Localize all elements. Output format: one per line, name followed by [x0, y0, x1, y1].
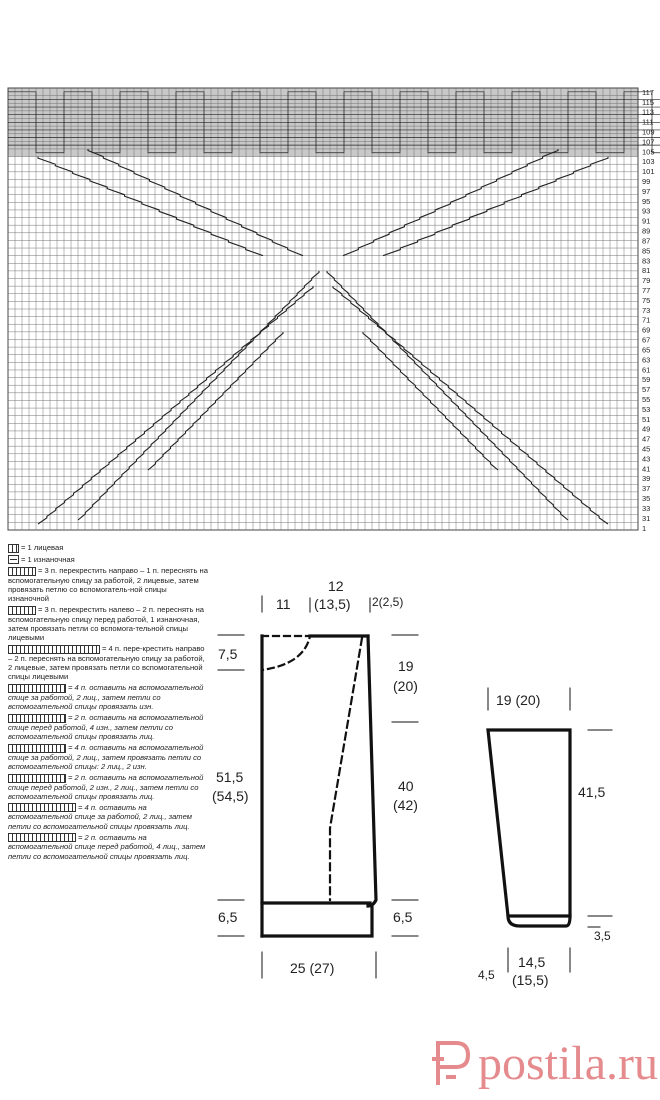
- dim-rib-left: 6,5: [218, 909, 238, 925]
- cable-diagonal-4: [327, 271, 568, 520]
- legend-text: = 2 п. оставить на вспомогательной спице перед работой, 4 лиц., затем петли со вспомогательной спицы провязать лиц.: [8, 832, 206, 861]
- row-label: 45: [642, 444, 651, 454]
- row-label: 83: [642, 256, 651, 266]
- knitting-chart: [0, 80, 660, 540]
- row-label: 71: [642, 315, 651, 325]
- postila-logo: [428, 1035, 658, 1091]
- body-bottom: [262, 906, 372, 936]
- legend-text: = 4 п. оставить на вспомогательной спице за работой, 2 лиц., затем петли со вспомогательной спицы провязать изн.: [8, 683, 204, 712]
- row-label: 117: [642, 87, 654, 97]
- legend-text: = 2 п. оставить на вспомогательной спице перед работой, 2 изн., 2 лиц., затем петли со вспомогательной спицы провязать лиц.: [8, 773, 204, 801]
- row-label: 93: [642, 206, 651, 216]
- cable-diagonal-9: [38, 157, 263, 256]
- legend-symbol-icon: [8, 544, 19, 553]
- row-label: 107: [642, 137, 655, 147]
- row-label: 1: [642, 523, 647, 533]
- postila-logo-icon: [428, 1035, 476, 1087]
- row-label: 99: [642, 177, 651, 187]
- cable-diagonal-6: [363, 332, 498, 470]
- row-label: 47: [642, 434, 651, 444]
- dim-side-b: (42): [393, 797, 418, 813]
- row-label: 113: [642, 107, 654, 117]
- dim-body-width: 25 (27): [290, 960, 335, 976]
- sleeve-cuff-height: 4,5: [478, 968, 495, 982]
- body-outline-right: [368, 636, 376, 906]
- row-label: 85: [642, 246, 651, 256]
- row-label: 57: [642, 385, 651, 395]
- row-label: 91: [642, 216, 651, 226]
- row-label: 101: [642, 167, 655, 177]
- sleeve-cuff: 3,5: [594, 929, 611, 943]
- row-label: 79: [642, 276, 651, 286]
- row-label: 67: [642, 335, 651, 345]
- row-label: 33: [642, 503, 651, 513]
- row-label: 41: [642, 464, 651, 474]
- row-label: 51: [642, 414, 651, 424]
- legend-text: = 4 п. оставить на вспомогательной спице за работой, 2 лиц., затем петли со вспомогательной спицы провязать лиц.: [8, 802, 192, 831]
- cable-diagonal-1: [38, 286, 313, 524]
- postila-logo-text: postila.ru: [478, 1037, 658, 1090]
- row-label: 87: [642, 236, 651, 246]
- sleeve-outline: [488, 730, 570, 916]
- dim-top-mid-b: (13,5): [314, 596, 351, 612]
- dim-top-left: 11: [276, 596, 291, 612]
- sleeve-top-width: 19 (20): [496, 692, 541, 708]
- legend-text: = 3 п. перекрестить налево – 2 п. переснять на вспомогательную спицу перед работой, 1 изнаночная, затем провязать петли со вспомога-тельной спицы лицевыми: [8, 605, 205, 643]
- legend-text: = 4 п. оставить на вспомогательной спице за работой, 2 лиц., затем провязать петли со вспомогательной спицы: 2 лиц., 2 изн.: [8, 743, 204, 771]
- sleeve-bottom-width-a: 14,5: [518, 954, 546, 970]
- dim-neck-depth: 7,5: [218, 646, 238, 662]
- dim-armhole-a: 19: [398, 658, 414, 674]
- dim-guides-left: [218, 635, 244, 936]
- cable-diagonal-2: [78, 271, 319, 520]
- row-label: 115: [642, 97, 654, 107]
- schematic-drawing: [0, 560, 660, 980]
- dim-top-right: 2(2,5): [372, 595, 404, 609]
- row-label: 77: [642, 285, 651, 295]
- row-label: 49: [642, 424, 651, 434]
- legend-text: = 3 п. перекрестить направо – 1 п. переснять на вспомогательную спицу за работой, 2 лицевые, затем провязать петлю со вспомогатель-ной спицы изнаночной: [8, 566, 208, 603]
- dim-armhole-b: (20): [393, 678, 418, 694]
- row-label: 75: [642, 295, 651, 305]
- row-label: 43: [642, 454, 651, 464]
- cable-diagonal-5: [148, 332, 283, 470]
- row-label: 95: [642, 196, 651, 206]
- sleeve-bottom-width-b: (15,5): [512, 972, 549, 988]
- row-label: 81: [642, 266, 651, 276]
- dim-rib-right: 6,5: [393, 909, 413, 925]
- dim-total-length-a: 51,5: [216, 769, 244, 785]
- legend-text: = 1 лицевая: [21, 543, 64, 552]
- legend-text: = 4 п. пере-крестить направо – 2 п. переснять на вспомогательную спицу за работой, 2 лицевые, затем провязать петли со вспомогательной спицы лицевыми: [8, 644, 205, 682]
- row-label: 35: [642, 494, 651, 504]
- row-label: 97: [642, 186, 651, 196]
- dim-side-a: 40: [398, 778, 414, 794]
- cable-diagonal-10: [383, 157, 608, 256]
- dim-total-length-b: (54,5): [212, 788, 249, 804]
- legend-text: = 1 изнаночная: [21, 554, 75, 564]
- chart-grid-svg: [0, 80, 660, 540]
- row-label: 55: [642, 394, 651, 404]
- legend-text: = 2 п. оставить на вспомогательной спице перед работой, 4 изн., затем петли со вспомогательной спицы провязать лиц.: [8, 713, 204, 741]
- row-label: 69: [642, 325, 651, 335]
- row-label: 31: [642, 513, 651, 523]
- row-label: 109: [642, 127, 655, 137]
- row-label: 61: [642, 365, 651, 375]
- row-label: 39: [642, 474, 651, 484]
- legend-item: [8, 543, 208, 553]
- row-label: 103: [642, 157, 655, 167]
- row-label: 111: [642, 117, 654, 127]
- row-label: 63: [642, 355, 651, 365]
- body-front-dashed: [330, 638, 362, 900]
- row-label: 65: [642, 345, 651, 355]
- cable-diagonal-3: [333, 286, 608, 524]
- row-label: 37: [642, 484, 651, 494]
- row-label: 89: [642, 226, 651, 236]
- body-neck-dashed: [262, 636, 310, 670]
- row-label: 73: [642, 305, 651, 315]
- row-label: 105: [642, 147, 655, 157]
- row-label: 59: [642, 375, 651, 385]
- dim-top-mid-a: 12: [328, 578, 344, 594]
- sleeve-length: 41,5: [578, 784, 606, 800]
- row-label: 53: [642, 404, 651, 414]
